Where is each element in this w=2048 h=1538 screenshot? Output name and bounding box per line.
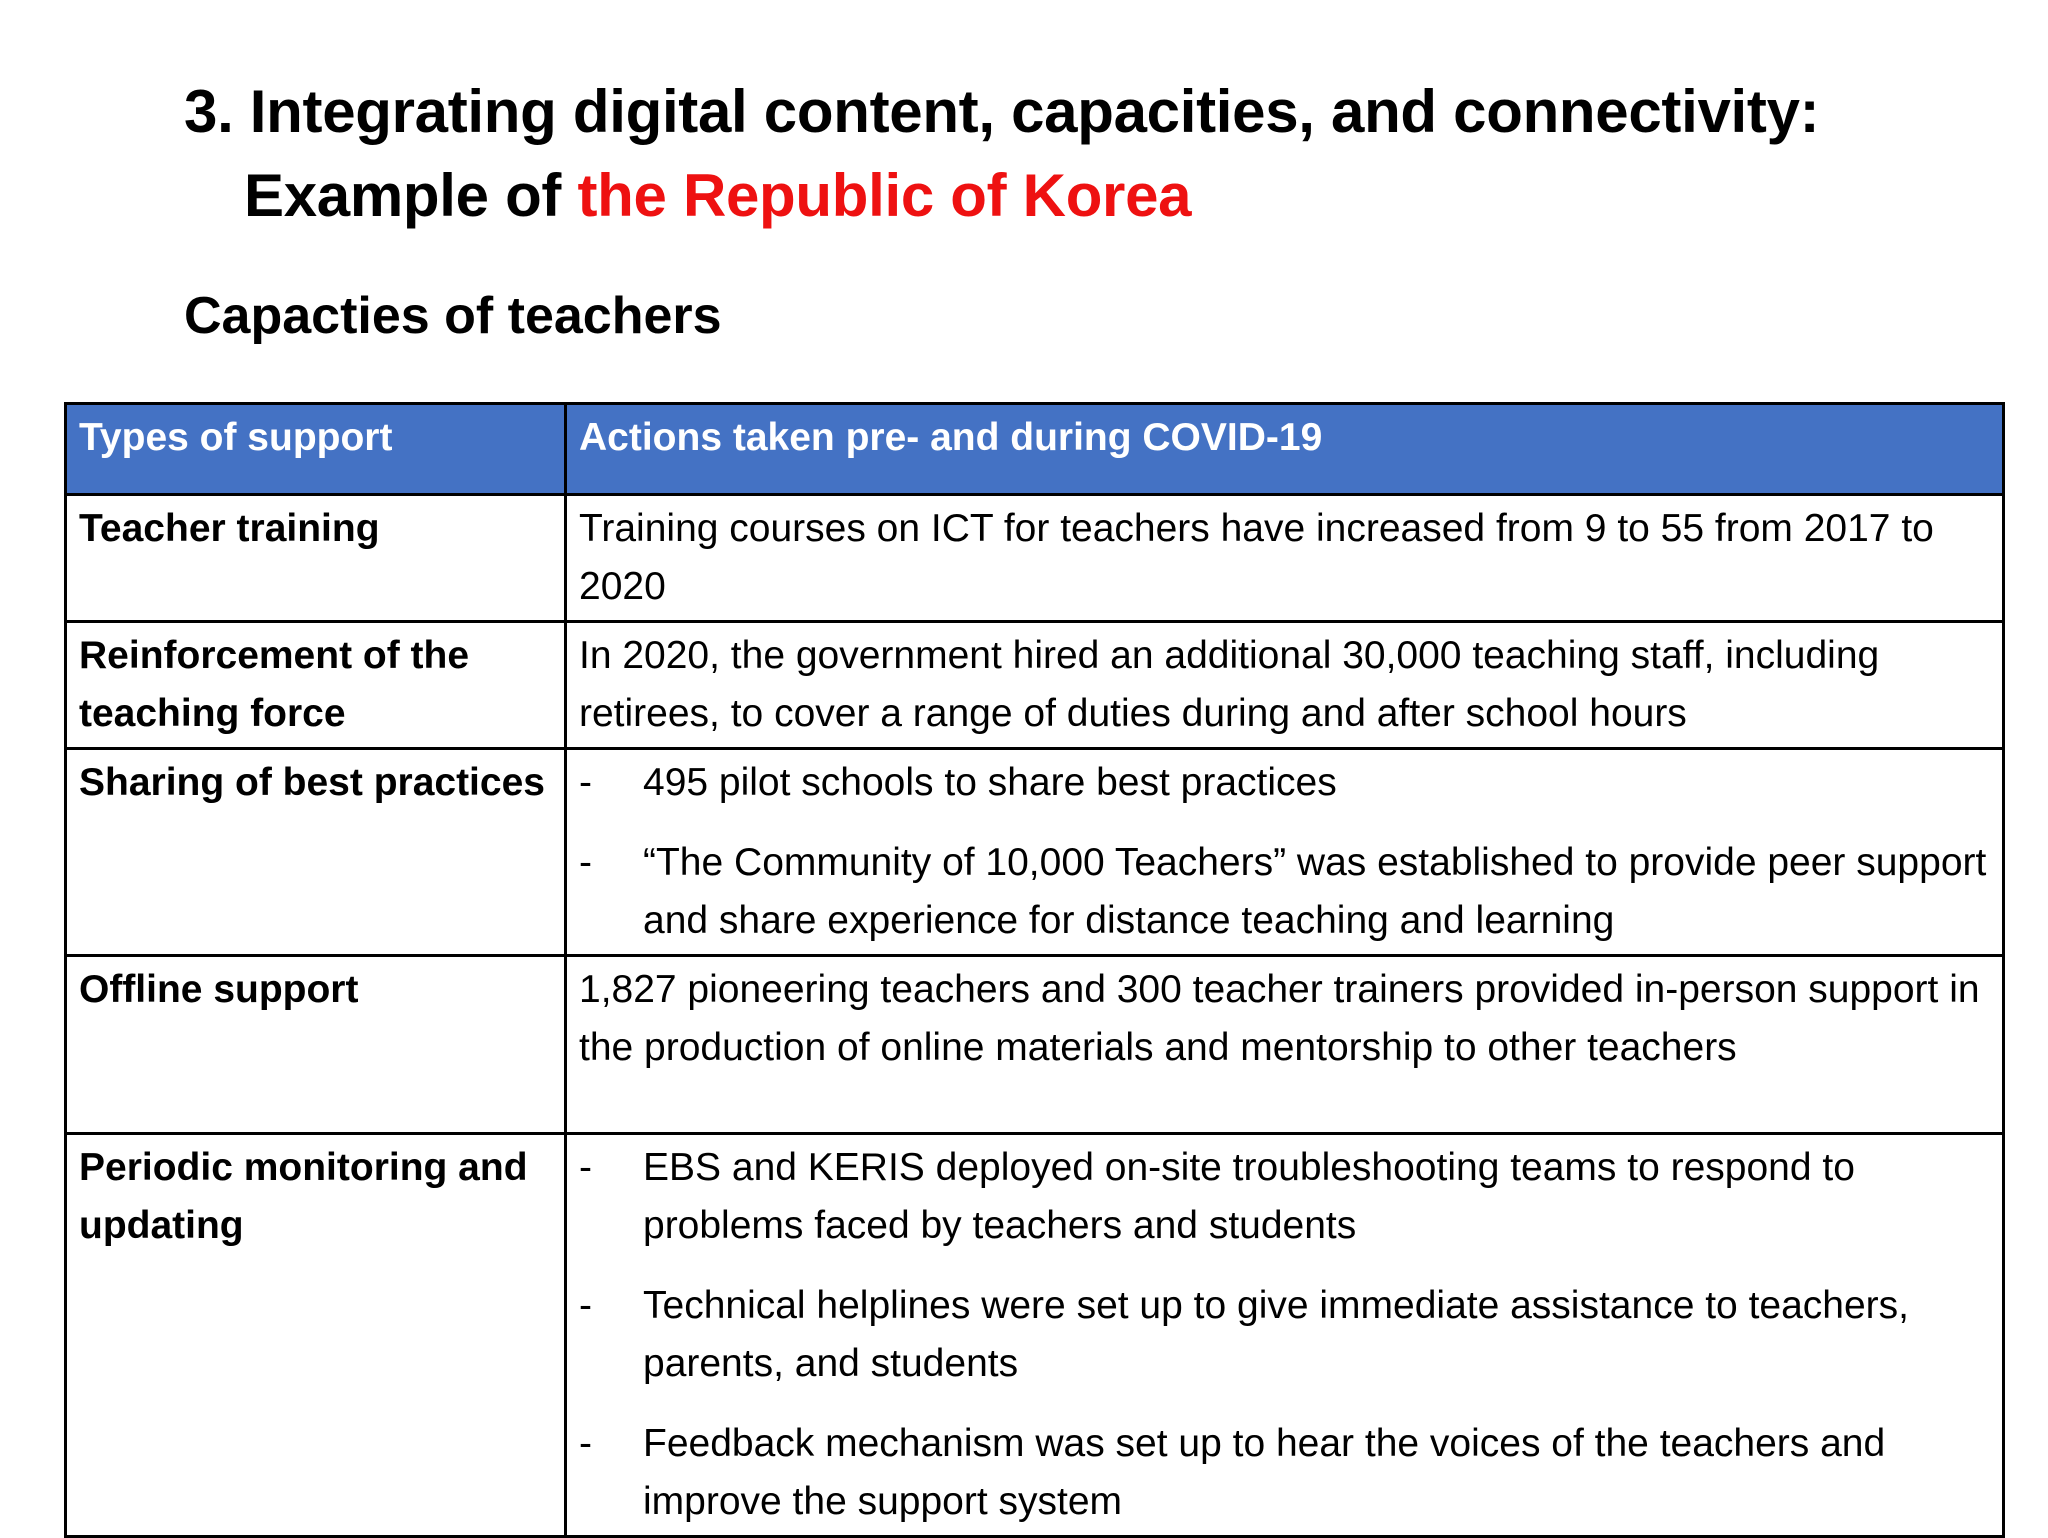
bullet-dash: - [579,1284,592,1327]
action-cell [566,1134,2004,1537]
list-item [579,834,1990,950]
action-cell: 1,827 pioneering teachers and 300 teacher trainers provided in-person support in the production of online materials and mentorship to other teachers [566,956,2004,1134]
title-line-1: 3. Integrating digital content, capacities, and connectivity: [184,78,1820,145]
bullet-text: “The Community of 10,000 Teachers” was established to provide peer support and share experience for distance teaching and learning [643,841,1987,942]
list-item [579,1277,1990,1393]
list-item [579,1415,1990,1531]
slide-title [184,70,1819,238]
support-type-cell: Periodic monitoring and updating [66,1134,566,1537]
column-header-actions: Actions taken pre- and during COVID-19 [566,404,2004,495]
action-cell: Training courses on ICT for teachers have increased from 9 to 55 from 2017 to 2020 [566,495,2004,622]
action-cell: In 2020, the government hired an additional 30,000 teaching staff, including retirees, to cover a range of duties during and after school hours [566,622,2004,749]
column-header-types: Types of support [66,404,566,495]
table-row [66,749,2004,956]
support-table [64,402,2005,1538]
bullet-text: Technical helplines were set up to give immediate assistance to teachers, parents, and students [643,1284,1909,1385]
bullet-dash: - [579,1146,592,1189]
bullet-list [579,1139,1990,1531]
list-item [579,754,1990,812]
bullet-dash: - [579,1422,592,1465]
action-cell [566,749,2004,956]
table-header-row [66,404,2004,495]
bullet-text: Feedback mechanism was set up to hear the voices of the teachers and improve the support system [643,1422,1886,1523]
table-row [66,622,2004,749]
table-row [66,1134,2004,1537]
bullet-dash: - [579,841,592,884]
list-item [579,1139,1990,1255]
support-type-cell: Reinforcement of the teaching force [66,622,566,749]
support-type-cell: Sharing of best practices [66,749,566,956]
title-prefix: Example of [244,162,578,229]
section-subtitle: Capacties of teachers [184,287,722,345]
table-row [66,956,2004,1134]
bullet-dash: - [579,761,592,804]
bullet-list [579,754,1990,950]
support-type-cell: Offline support [66,956,566,1134]
table-row [66,495,2004,622]
bullet-text: EBS and KERIS deployed on-site troubleshooting teams to respond to problems faced by teachers and students [643,1146,1855,1247]
title-line-2 [184,154,1819,238]
title-country-highlight: the Republic of Korea [577,162,1192,229]
bullet-text: 495 pilot schools to share best practices [643,761,1337,804]
support-type-cell: Teacher training [66,495,566,622]
